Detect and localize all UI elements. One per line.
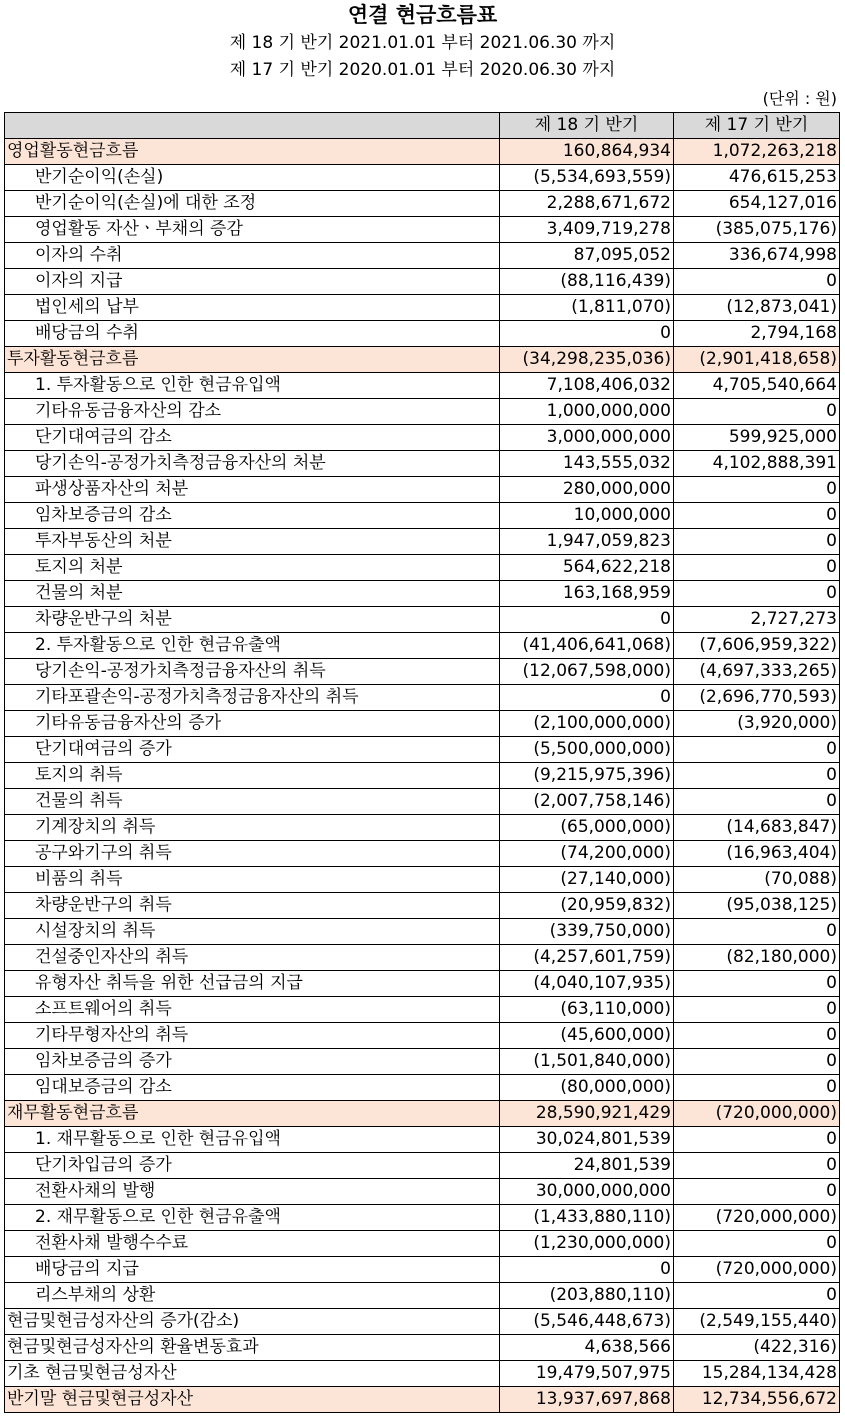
row-value-prior: 0 <box>674 1127 840 1153</box>
table-row <box>5 919 840 945</box>
row-label: 재무활동현금흐름 <box>5 1101 500 1127</box>
table-row <box>5 945 840 971</box>
row-label: 건물의 취득 <box>5 789 500 815</box>
row-label: 이자의 지급 <box>5 269 500 295</box>
table-header-row <box>5 113 840 139</box>
row-value-prior: (385,075,176) <box>674 217 840 243</box>
header-current: 제 18 기 반기 <box>500 113 674 139</box>
table-row <box>5 399 840 425</box>
row-value-current: (339,750,000) <box>500 919 674 945</box>
row-label: 임차보증금의 증가 <box>5 1049 500 1075</box>
cash-flow-table <box>4 112 840 1413</box>
row-value-prior: (2,696,770,593) <box>674 685 840 711</box>
row-value-current: 10,000,000 <box>500 503 674 529</box>
row-value-prior: 0 <box>674 1231 840 1257</box>
row-value-current: 1,947,059,823 <box>500 529 674 555</box>
section-row <box>5 1101 840 1127</box>
table-row <box>5 841 840 867</box>
row-label: 전환사채 발행수수료 <box>5 1231 500 1257</box>
row-value-prior: 0 <box>674 529 840 555</box>
row-value-current: 564,622,218 <box>500 555 674 581</box>
row-value-current: 143,555,032 <box>500 451 674 477</box>
period-prior: 제 17 기 반기 2020.01.01 부터 2020.06.30 까지 <box>229 60 616 80</box>
row-value-current: (27,140,000) <box>500 867 674 893</box>
row-label: 임차보증금의 감소 <box>5 503 500 529</box>
table-row <box>5 243 840 269</box>
row-value-current: 24,801,539 <box>500 1153 674 1179</box>
row-value-prior: 0 <box>674 503 840 529</box>
row-value-current: (4,040,107,935) <box>500 971 674 997</box>
table-row <box>5 451 840 477</box>
row-label: 영업활동현금흐름 <box>5 139 500 165</box>
row-label: 법인세의 납부 <box>5 295 500 321</box>
row-label: 전환사채의 발행 <box>5 1179 500 1205</box>
row-value-prior: (95,038,125) <box>674 893 840 919</box>
row-value-current: 3,409,719,278 <box>500 217 674 243</box>
row-value-prior: (720,000,000) <box>674 1257 840 1283</box>
row-value-current: 0 <box>500 321 674 347</box>
row-value-current: (5,500,000,000) <box>500 737 674 763</box>
row-value-current: 87,095,052 <box>500 243 674 269</box>
row-label: 기계장치의 취득 <box>5 815 500 841</box>
row-value-current: (88,116,439) <box>500 269 674 295</box>
table-row <box>5 477 840 503</box>
row-value-prior: 0 <box>674 971 840 997</box>
row-label: 기타무형자산의 취득 <box>5 1023 500 1049</box>
row-value-current: 163,168,959 <box>500 581 674 607</box>
row-label: 토지의 취득 <box>5 763 500 789</box>
row-value-current: (9,215,975,396) <box>500 763 674 789</box>
row-label: 1. 재무활동으로 인한 현금유입액 <box>5 1127 500 1153</box>
row-value-current: 0 <box>500 685 674 711</box>
table-row <box>5 659 840 685</box>
row-value-prior: 2,794,168 <box>674 321 840 347</box>
row-value-prior: 0 <box>674 1283 840 1309</box>
row-value-current: 19,479,507,975 <box>500 1361 674 1387</box>
table-row <box>5 217 840 243</box>
row-value-prior: 15,284,134,428 <box>674 1361 840 1387</box>
section-row <box>5 1387 840 1413</box>
row-value-current: 3,000,000,000 <box>500 425 674 451</box>
row-value-prior: (4,697,333,265) <box>674 659 840 685</box>
row-label: 기타유동금융자산의 감소 <box>5 399 500 425</box>
row-value-current: (1,230,000,000) <box>500 1231 674 1257</box>
table-row <box>5 555 840 581</box>
table-row <box>5 1023 840 1049</box>
row-value-prior: (2,901,418,658) <box>674 347 840 373</box>
table-row <box>5 321 840 347</box>
row-value-prior: (422,316) <box>674 1335 840 1361</box>
row-value-prior: 0 <box>674 269 840 295</box>
row-value-prior: 4,102,888,391 <box>674 451 840 477</box>
row-label: 반기말 현금및현금성자산 <box>5 1387 500 1413</box>
row-label: 투자부동산의 처분 <box>5 529 500 555</box>
table-row <box>5 1075 840 1101</box>
row-label: 건물의 처분 <box>5 581 500 607</box>
period-current: 제 18 기 반기 2021.01.01 부터 2021.06.30 까지 <box>229 33 616 53</box>
row-value-current: (45,600,000) <box>500 1023 674 1049</box>
row-label: 차량운반구의 처분 <box>5 607 500 633</box>
table-row <box>5 1283 840 1309</box>
table-row <box>5 737 840 763</box>
row-label: 1. 투자활동으로 인한 현금유입액 <box>5 373 500 399</box>
row-value-prior: 654,127,016 <box>674 191 840 217</box>
table-row <box>5 1153 840 1179</box>
row-label: 시설장치의 취득 <box>5 919 500 945</box>
row-value-current: 30,024,801,539 <box>500 1127 674 1153</box>
row-label: 기타포괄손익-공정가치측정금융자산의 취득 <box>5 685 500 711</box>
row-label: 단기대여금의 증가 <box>5 737 500 763</box>
row-label: 기타유동금융자산의 증가 <box>5 711 500 737</box>
row-value-current: (1,811,070) <box>500 295 674 321</box>
row-value-prior: 0 <box>674 555 840 581</box>
table-row <box>5 1335 840 1361</box>
table-row <box>5 971 840 997</box>
table-row <box>5 893 840 919</box>
row-label: 반기순이익(손실) <box>5 165 500 191</box>
row-value-prior: 0 <box>674 477 840 503</box>
row-value-current: (203,880,110) <box>500 1283 674 1309</box>
table-row <box>5 1361 840 1387</box>
table-row <box>5 607 840 633</box>
row-value-prior: 0 <box>674 919 840 945</box>
row-value-prior: (70,088) <box>674 867 840 893</box>
row-value-current: (5,534,693,559) <box>500 165 674 191</box>
row-value-current: 13,937,697,868 <box>500 1387 674 1413</box>
table-row <box>5 633 840 659</box>
table-row <box>5 1309 840 1335</box>
row-value-current: (1,433,880,110) <box>500 1205 674 1231</box>
row-value-prior: (14,683,847) <box>674 815 840 841</box>
row-value-prior: 0 <box>674 1153 840 1179</box>
row-value-prior: (16,963,404) <box>674 841 840 867</box>
row-value-prior: (720,000,000) <box>674 1205 840 1231</box>
row-label: 비품의 취득 <box>5 867 500 893</box>
row-value-prior: 0 <box>674 1049 840 1075</box>
row-value-prior: 1,072,263,218 <box>674 139 840 165</box>
row-value-prior: 0 <box>674 581 840 607</box>
row-value-prior: 0 <box>674 789 840 815</box>
row-value-prior: (7,606,959,322) <box>674 633 840 659</box>
row-label: 당기손익-공정가치측정금융자산의 처분 <box>5 451 500 477</box>
row-value-current: (65,000,000) <box>500 815 674 841</box>
table-row <box>5 867 840 893</box>
table-row <box>5 789 840 815</box>
row-value-prior: 0 <box>674 1023 840 1049</box>
row-label: 2. 재무활동으로 인한 현금유출액 <box>5 1205 500 1231</box>
row-value-prior: (12,873,041) <box>674 295 840 321</box>
row-value-prior: 599,925,000 <box>674 425 840 451</box>
row-value-current: (2,007,758,146) <box>500 789 674 815</box>
table-row <box>5 1179 840 1205</box>
row-value-current: (12,067,598,000) <box>500 659 674 685</box>
row-value-prior: 336,674,998 <box>674 243 840 269</box>
row-label: 배당금의 수취 <box>5 321 500 347</box>
row-label: 토지의 처분 <box>5 555 500 581</box>
row-label: 반기순이익(손실)에 대한 조정 <box>5 191 500 217</box>
row-value-current: 160,864,934 <box>500 139 674 165</box>
table-row <box>5 1231 840 1257</box>
table-row <box>5 685 840 711</box>
row-label: 건설중인자산의 취득 <box>5 945 500 971</box>
table-row <box>5 815 840 841</box>
row-label: 투자활동현금흐름 <box>5 347 500 373</box>
table-row <box>5 191 840 217</box>
row-label: 파생상품자산의 처분 <box>5 477 500 503</box>
row-label: 임대보증금의 감소 <box>5 1075 500 1101</box>
row-value-current: 7,108,406,032 <box>500 373 674 399</box>
row-value-prior: (2,549,155,440) <box>674 1309 840 1335</box>
row-value-prior: 0 <box>674 1179 840 1205</box>
table-row <box>5 1049 840 1075</box>
row-label: 이자의 수취 <box>5 243 500 269</box>
row-label: 영업활동 자산ㆍ부채의 증감 <box>5 217 500 243</box>
row-value-current: 2,288,671,672 <box>500 191 674 217</box>
row-label: 공구와기구의 취득 <box>5 841 500 867</box>
row-value-prior: 0 <box>674 1075 840 1101</box>
row-value-current: 28,590,921,429 <box>500 1101 674 1127</box>
row-value-prior: 0 <box>674 763 840 789</box>
table-row <box>5 711 840 737</box>
header-prior: 제 17 기 반기 <box>674 113 840 139</box>
row-value-current: (20,959,832) <box>500 893 674 919</box>
row-value-prior: 0 <box>674 399 840 425</box>
row-value-current: (41,406,641,068) <box>500 633 674 659</box>
row-value-current: 30,000,000,000 <box>500 1179 674 1205</box>
section-row <box>5 347 840 373</box>
row-value-current: 0 <box>500 607 674 633</box>
table-row <box>5 763 840 789</box>
row-label: 리스부채의 상환 <box>5 1283 500 1309</box>
row-value-prior: 12,734,556,672 <box>674 1387 840 1413</box>
row-value-prior: (82,180,000) <box>674 945 840 971</box>
header-account <box>5 113 500 139</box>
row-value-prior: 2,727,273 <box>674 607 840 633</box>
row-value-prior: 476,615,253 <box>674 165 840 191</box>
row-label: 유형자산 취득을 위한 선급금의 지급 <box>5 971 500 997</box>
table-row <box>5 503 840 529</box>
row-value-prior: 4,705,540,664 <box>674 373 840 399</box>
table-row <box>5 1205 840 1231</box>
row-label: 소프트웨어의 취득 <box>5 997 500 1023</box>
row-label: 기초 현금및현금성자산 <box>5 1361 500 1387</box>
row-value-current: 0 <box>500 1257 674 1283</box>
section-row <box>5 139 840 165</box>
table-row <box>5 425 840 451</box>
row-value-current: 280,000,000 <box>500 477 674 503</box>
table-row <box>5 1257 840 1283</box>
row-label: 배당금의 지급 <box>5 1257 500 1283</box>
row-value-current: 4,638,566 <box>500 1335 674 1361</box>
row-value-prior: (3,920,000) <box>674 711 840 737</box>
row-value-prior: 0 <box>674 737 840 763</box>
row-value-current: (4,257,601,759) <box>500 945 674 971</box>
table-row <box>5 373 840 399</box>
row-label: 단기차입금의 증가 <box>5 1153 500 1179</box>
row-label: 현금및현금성자산의 환율변동효과 <box>5 1335 500 1361</box>
table-row <box>5 269 840 295</box>
table-row <box>5 295 840 321</box>
row-label: 단기대여금의 감소 <box>5 425 500 451</box>
unit-label: (단위 : 원) <box>762 89 837 108</box>
row-value-current: (1,501,840,000) <box>500 1049 674 1075</box>
row-value-current: (34,298,235,036) <box>500 347 674 373</box>
table-row <box>5 1127 840 1153</box>
row-value-current: (63,110,000) <box>500 997 674 1023</box>
row-value-current: 1,000,000,000 <box>500 399 674 425</box>
row-label: 현금및현금성자산의 증가(감소) <box>5 1309 500 1335</box>
table-row <box>5 165 840 191</box>
row-value-prior: 0 <box>674 997 840 1023</box>
row-value-current: (5,546,448,673) <box>500 1309 674 1335</box>
row-label: 2. 투자활동으로 인한 현금유출액 <box>5 633 500 659</box>
row-label: 당기손익-공정가치측정금융자산의 취득 <box>5 659 500 685</box>
row-value-current: (74,200,000) <box>500 841 674 867</box>
table-row <box>5 581 840 607</box>
statement-title: 연결 현금흐름표 <box>347 3 498 27</box>
row-value-prior: (720,000,000) <box>674 1101 840 1127</box>
row-value-current: (80,000,000) <box>500 1075 674 1101</box>
table-row <box>5 997 840 1023</box>
table-row <box>5 529 840 555</box>
row-value-current: (2,100,000,000) <box>500 711 674 737</box>
row-label: 차량운반구의 취득 <box>5 893 500 919</box>
